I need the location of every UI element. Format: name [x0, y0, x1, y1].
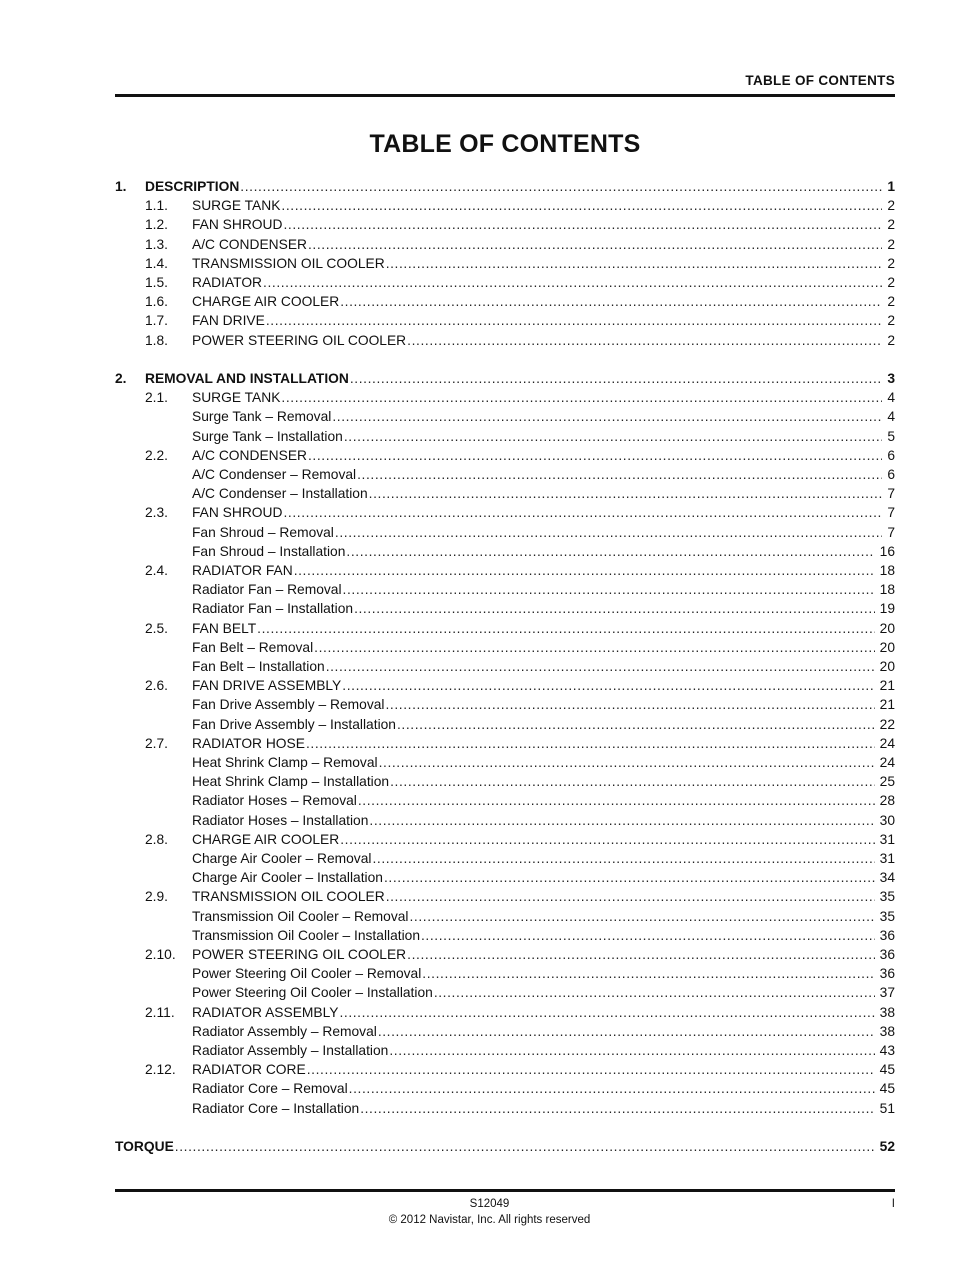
toc-entry-page: 1: [887, 179, 895, 194]
dot-leader: [434, 983, 875, 1002]
toc-entry-title: SURGE TANK: [192, 198, 281, 214]
toc-entry-title: Power Steering Oil Cooler – Removal: [192, 966, 422, 982]
toc-entry[interactable]: [115, 1099, 895, 1118]
toc-entry[interactable]: [115, 657, 895, 676]
toc-entry[interactable]: [115, 427, 895, 446]
dot-leader: [385, 695, 874, 714]
toc-entry-page: 20: [879, 639, 895, 655]
dot-leader: [240, 177, 882, 196]
dot-leader: [407, 331, 882, 350]
dot-leader: [342, 676, 874, 695]
toc-entry[interactable]: [115, 1003, 895, 1022]
toc-entry-title: Heat Shrink Clamp – Removal: [192, 755, 378, 770]
toc-entry[interactable]: [115, 542, 895, 561]
toc-entry-page: 7: [887, 524, 895, 540]
toc-entry-number: 1.1.: [145, 198, 169, 214]
toc-entry-page: 6: [887, 447, 895, 463]
toc-entry[interactable]: [115, 926, 895, 945]
dot-leader: [384, 868, 875, 887]
dot-leader: [283, 503, 882, 522]
toc-entry-number: 2.12.: [145, 1062, 176, 1078]
toc-entry-number: 1.3.: [145, 236, 169, 252]
toc-entry-number: 2.8.: [145, 831, 169, 847]
toc-entry-title: A/C Condenser – Installation: [192, 486, 368, 502]
dot-leader: [175, 1137, 875, 1156]
toc-entry-number: 1.2.: [145, 217, 169, 233]
toc-entry-title: POWER STEERING OIL COOLER: [192, 332, 407, 348]
toc-entry-number: 2.11.: [145, 1004, 175, 1020]
dot-leader: [409, 907, 874, 926]
toc-entry-page: 28: [879, 793, 895, 809]
toc-entry-title: Power Steering Oil Cooler – Installation: [192, 985, 433, 1001]
toc-entry-page: 2: [887, 255, 895, 271]
header-rule: [115, 94, 895, 97]
toc-entry[interactable]: [115, 580, 895, 599]
dot-leader: [308, 235, 882, 254]
toc-entry-page: 2: [887, 236, 895, 252]
toc-entry-title: RADIATOR CORE: [192, 1062, 306, 1078]
toc-entry-page: 21: [879, 697, 895, 713]
dot-leader: [389, 1041, 874, 1060]
toc-entry-page: 2: [887, 313, 895, 329]
dot-leader: [263, 273, 882, 292]
dot-leader: [266, 311, 882, 330]
toc-entry-page: 31: [879, 851, 895, 866]
toc-entry-page: 24: [879, 735, 895, 751]
dot-leader: [339, 1003, 874, 1022]
toc-entry-page: 20: [879, 659, 895, 674]
toc-entry[interactable]: [115, 983, 895, 1002]
toc-entry-title: Surge Tank – Removal: [192, 409, 332, 425]
toc-entry[interactable]: [115, 407, 895, 426]
toc-entry[interactable]: [115, 753, 895, 772]
dot-leader: [257, 619, 874, 638]
toc-entry[interactable]: [115, 734, 895, 753]
toc-entry-page: 2: [887, 294, 895, 310]
toc-entry-page: 16: [879, 543, 895, 559]
toc-entry-page: 38: [879, 1004, 895, 1020]
dot-leader: [283, 215, 882, 234]
toc-entry-title: Radiator Assembly – Removal: [192, 1023, 377, 1039]
dot-leader: [407, 945, 874, 964]
toc-entry-title: FAN DRIVE: [192, 313, 265, 329]
toc-entry-page: 24: [879, 755, 895, 770]
toc-entry-title: Fan Belt – Installation: [192, 659, 325, 674]
dot-leader: [358, 791, 875, 810]
toc-entry-page: 52: [879, 1139, 895, 1154]
dot-leader: [354, 599, 875, 618]
dot-leader: [379, 753, 875, 772]
toc-entry[interactable]: [115, 772, 895, 791]
toc-entry-page: 18: [879, 563, 895, 578]
toc-entry-page: 45: [879, 1081, 895, 1097]
toc-entry[interactable]: [115, 849, 895, 868]
toc-entry-page: 5: [887, 428, 895, 444]
toc-entry-title: Transmission Oil Cooler – Installation: [192, 927, 420, 943]
dot-leader: [349, 1079, 875, 1098]
toc-entry-title: FAN SHROUD: [192, 505, 283, 521]
toc-entry-title: Radiator Core – Removal: [192, 1081, 348, 1097]
toc-entry-page: 6: [887, 467, 895, 482]
toc-entry-number: 2.7.: [145, 735, 169, 751]
toc-entry[interactable]: [115, 868, 895, 887]
toc-entry-page: 3: [887, 371, 895, 386]
dot-leader: [314, 638, 874, 657]
toc-entry[interactable]: [115, 196, 895, 215]
dot-leader: [307, 1060, 875, 1079]
toc-entry-page: 4: [887, 390, 895, 406]
toc-entry[interactable]: [115, 1041, 895, 1060]
toc-entry-number: 2.5.: [145, 620, 169, 636]
toc-entry[interactable]: [115, 1079, 895, 1098]
toc-entry-title: POWER STEERING OIL COOLER: [192, 947, 407, 962]
toc-entry-title: DESCRIPTION: [145, 179, 240, 194]
toc-entry-number: 2.: [115, 371, 127, 386]
toc-entry-title: RADIATOR FAN: [192, 563, 293, 578]
dot-leader: [422, 964, 874, 983]
dot-leader: [421, 926, 875, 945]
toc-entry[interactable]: [115, 484, 895, 503]
toc-entry[interactable]: [115, 177, 895, 196]
dot-leader: [386, 887, 875, 906]
toc-entry-number: 2.1.: [145, 390, 169, 406]
toc-entry[interactable]: [115, 907, 895, 926]
toc-entry[interactable]: [115, 254, 895, 273]
dot-leader: [332, 407, 882, 426]
page-title: TABLE OF CONTENTS: [369, 130, 641, 158]
toc-entry-title: RADIATOR HOSE: [192, 735, 305, 751]
toc-entry-page: 35: [879, 889, 895, 905]
toc-entry[interactable]: [115, 465, 895, 484]
running-header: TABLE OF CONTENTS: [745, 73, 895, 88]
toc-entry[interactable]: [115, 791, 895, 810]
toc-entry-title: Fan Drive Assembly – Installation: [192, 716, 396, 732]
toc-entry[interactable]: [115, 1022, 895, 1041]
toc-entry[interactable]: [115, 964, 895, 983]
toc-entry[interactable]: [115, 369, 895, 388]
dot-leader: [340, 830, 874, 849]
toc-entry-title: Fan Shroud – Installation: [192, 543, 346, 559]
toc-entry-title: TRANSMISSION OIL COOLER: [192, 255, 385, 271]
toc-entry-title: Radiator Assembly – Installation: [192, 1043, 389, 1058]
toc-entry-title: Radiator Fan – Installation: [192, 601, 354, 617]
dot-leader: [386, 254, 883, 273]
toc-entry-title: RADIATOR: [192, 275, 263, 290]
toc-entry[interactable]: [115, 311, 895, 330]
toc-entry-number: 2.4.: [145, 563, 169, 578]
dot-leader: [360, 1099, 874, 1118]
dot-leader: [357, 465, 882, 484]
toc-entry[interactable]: [115, 1060, 895, 1079]
dot-leader: [378, 1022, 875, 1041]
toc-entry-page: 51: [879, 1100, 895, 1116]
toc-entry[interactable]: [115, 715, 895, 734]
dot-leader: [350, 369, 882, 388]
toc-entry[interactable]: [115, 887, 895, 906]
toc-entry-title: SURGE TANK: [192, 390, 281, 406]
toc-entry[interactable]: [115, 503, 895, 522]
copyright-notice: © 2012 Navistar, Inc. All rights reserved: [388, 1214, 591, 1226]
dot-leader: [343, 580, 875, 599]
toc-entry[interactable]: [115, 676, 895, 695]
toc-entry[interactable]: [115, 619, 895, 638]
toc-entry-title: CHARGE AIR COOLER: [192, 294, 340, 310]
toc-entry-page: 2: [887, 332, 895, 348]
toc-entry[interactable]: [115, 273, 895, 292]
toc-entry[interactable]: [115, 638, 895, 657]
toc-entry-title: Radiator Core – Installation: [192, 1100, 360, 1116]
dot-leader: [390, 772, 875, 791]
toc-entry-page: 30: [879, 812, 895, 828]
toc-entry-page: 7: [887, 505, 895, 521]
toc-entry-title: Fan Drive Assembly – Removal: [192, 697, 385, 713]
toc-entry-page: 36: [879, 947, 895, 962]
footer-rule: [115, 1189, 895, 1192]
dot-leader: [369, 484, 883, 503]
dot-leader: [326, 657, 875, 676]
dot-leader: [397, 715, 875, 734]
toc-entry-title: Fan Belt – Removal: [192, 639, 314, 655]
dot-leader: [344, 427, 882, 446]
toc-entry-page: 2: [887, 217, 895, 233]
toc-entry-page: 4: [887, 409, 895, 425]
toc-entry-number: 2.3.: [145, 505, 169, 521]
toc-entry-title: Charge Air Cooler – Installation: [192, 870, 383, 886]
toc-entry-number: 2.2.: [145, 447, 169, 463]
toc-entry-title: A/C CONDENSER: [192, 236, 307, 252]
toc-entry-number: 2.9.: [145, 889, 169, 905]
toc-entry[interactable]: [115, 811, 895, 830]
toc-entry-page: 2: [887, 198, 895, 214]
toc-entry-page: 22: [879, 716, 895, 732]
toc-entry-page: 36: [879, 966, 895, 982]
toc-entry-page: 45: [879, 1062, 895, 1078]
toc-entry-page: 43: [879, 1043, 895, 1058]
toc-entry-title: A/C Condenser – Removal: [192, 467, 357, 482]
toc-entry-number: 1.5.: [145, 275, 169, 290]
toc-entry[interactable]: [115, 292, 895, 311]
toc-entry-title: TRANSMISSION OIL COOLER: [192, 889, 385, 905]
toc-entry-number: 1.7.: [145, 313, 169, 329]
dot-leader: [346, 542, 874, 561]
dot-leader: [369, 811, 874, 830]
toc-entry[interactable]: [115, 599, 895, 618]
dot-leader: [306, 734, 875, 753]
toc-entry-title: FAN BELT: [192, 620, 257, 636]
dot-leader: [340, 292, 882, 311]
toc-entry[interactable]: [115, 523, 895, 542]
toc-entry[interactable]: [115, 388, 895, 407]
toc-entry[interactable]: [115, 446, 895, 465]
dot-leader: [372, 849, 874, 868]
toc-entry-page: 38: [879, 1023, 895, 1039]
toc-entry-number: 1.4.: [145, 255, 169, 271]
document-code: S12049: [469, 1198, 510, 1210]
dot-leader: [294, 561, 875, 580]
toc-entry-number: 1.: [115, 179, 127, 194]
toc-entry-page: 36: [879, 927, 895, 943]
toc-entry-title: Surge Tank – Installation: [192, 428, 343, 444]
page-number: I: [891, 1198, 895, 1210]
toc-entry[interactable]: [115, 215, 895, 234]
toc-entry-title: FAN DRIVE ASSEMBLY: [192, 678, 342, 694]
toc-entry-page: 35: [879, 908, 895, 924]
toc-entry-page: 34: [879, 870, 895, 886]
toc-entry-page: 2: [887, 275, 895, 290]
toc-entry-title: A/C CONDENSER: [192, 447, 307, 463]
toc-entry-title: RADIATOR ASSEMBLY: [192, 1004, 339, 1020]
toc-entry-title: CHARGE AIR COOLER: [192, 831, 340, 847]
toc-entry-number: 2.10.: [145, 947, 176, 962]
toc-entry-title: REMOVAL AND INSTALLATION: [145, 371, 349, 386]
toc-entry[interactable]: [115, 235, 895, 254]
dot-leader: [335, 523, 882, 542]
toc-entry[interactable]: [115, 331, 895, 350]
toc-entry-title: TORQUE: [115, 1139, 174, 1154]
dot-leader: [281, 388, 882, 407]
toc-entry-title: Charge Air Cooler – Removal: [192, 851, 372, 866]
toc-entry-number: 1.6.: [145, 294, 169, 310]
toc-entry-title: Radiator Hoses – Installation: [192, 812, 369, 828]
toc-entry[interactable]: [115, 695, 895, 714]
toc-entry-page: 7: [887, 486, 895, 502]
toc-entry-page: 31: [879, 831, 895, 847]
dot-leader: [308, 446, 882, 465]
toc-entry[interactable]: [115, 945, 895, 964]
toc-entry-page: 25: [879, 774, 895, 790]
toc-entry-page: 20: [879, 620, 895, 636]
toc-entry-title: FAN SHROUD: [192, 217, 283, 233]
toc-entry-number: 2.6.: [145, 678, 169, 694]
toc-entry-title: Fan Shroud – Removal: [192, 524, 334, 540]
toc-entry-page: 37: [879, 985, 895, 1001]
toc-entry[interactable]: [115, 830, 895, 849]
toc-entry[interactable]: [115, 561, 895, 580]
toc-entry-title: Heat Shrink Clamp – Installation: [192, 774, 390, 790]
toc-entry-page: 21: [879, 678, 895, 694]
toc-entry-page: 18: [879, 582, 895, 598]
toc-entry-title: Radiator Fan – Removal: [192, 582, 342, 598]
toc-entry-number: 1.8.: [145, 332, 169, 348]
toc-entry-title: Radiator Hoses – Removal: [192, 793, 357, 809]
toc-entry-page: 19: [879, 601, 895, 617]
dot-leader: [281, 196, 882, 215]
toc-entry[interactable]: [115, 1137, 895, 1156]
toc-entry-title: Transmission Oil Cooler – Removal: [192, 908, 409, 924]
